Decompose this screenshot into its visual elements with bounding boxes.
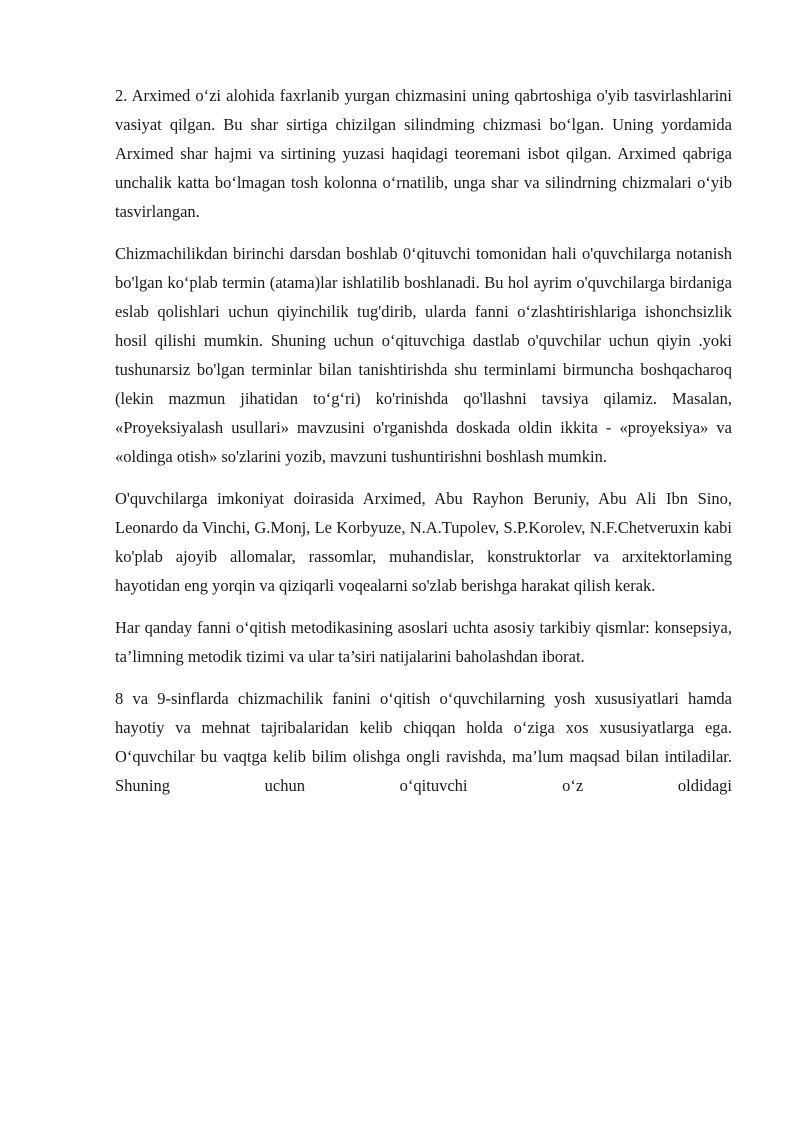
paragraph-grades-8-9: 8 va 9-sinflarda chizmachilik fanini o‘qitish o‘quvchilarning yosh xususiyatlari hamda hayotiy va mehnat tajribalaridan kelib chiqqan holda o‘ziga xos xususiyatlarga ega. O‘quvchilar bu vaqtga kelib bilim olishga ongli ravishda, ma’lum maqsad bilan intiladilar. Shuning uchun o‘qituvchi o‘z oldidagi xyxy=(115,689,732,795)
paragraph-methodology: Har qanday fanni o‘qitish metodikasining asoslari uchta asosiy tarkibiy qismlar: konsepsiya, ta’limning metodik tizimi va ular ta’siri natijalarini baholashdan iborat. xyxy=(115,618,732,666)
document-page xyxy=(115,81,732,813)
paragraph-terminology: Chizmachilikdan birinchi darsdan boshlab 0‘qituvchi tomonidan hali o'quvchilarga notanish bo'lgan ko‘plab termin (atama)lar ishlatilib boshlanadi. Bu hol ayrim o'quvchilarga birdaniga eslab qolishlari uchun qiyinchilik tug'dirib, ularda fanni o‘zlashtirishlariga ishonchsizlik hosil qilishi mumkin. Shuning uchun o‘qituvchiga dastlab o'quvchilar uchun qiyin .yoki tushunarsiz bo'lgan terminlar bilan tanishtirishda shu terminlami birmuncha boshqacharoq (lekin mazmun jihatidan to‘g‘ri) ko'rinishda qo'llashni tavsiya qilamiz. Masalan, «Proyeksiyalash usullari» mavzusini o'rganishda doskada oldin ikkita - «proyeksiya» va «oldinga otish» so'zlarini yozib, mavzuni tushuntirishni boshlash mumkin. xyxy=(115,244,732,466)
paragraph-arximed-tombstone: 2. Arximed o‘zi alohida faxrlanib yurgan chizmasini uning qabrtoshiga o'yib tasvirlashlarini vasiyat qilgan. Bu shar sirtiga chizilgan silindming chizmasi bo‘lgan. Uning yordamida Arximed shar hajmi va sirtining yuzasi haqidagi teoremani isbot qilgan. Arximed qabriga unchalik katta bo‘lmagan tosh kolonna o‘rnatilib, unga shar va silindrning chizmalari o‘yib tasvirlangan. xyxy=(115,86,732,221)
paragraph-scholars: O'quvchilarga imkoniyat doirasida Arximed, Abu Rayhon Beruniy, Abu Ali Ibn Sino, Leonardo da Vinchi, G.Monj, Le Korbyuze, N.A.Tupolev, S.P.Korolev, N.F.Chetveruxin kabi ko'plab ajoyib allomalar, rassomlar, muhandislar, konstruktorlar va arxitektorlaming hayotidan eng yorqin va qiziqarli voqealarni so'zlab berishga harakat qilish kerak. xyxy=(115,489,732,595)
